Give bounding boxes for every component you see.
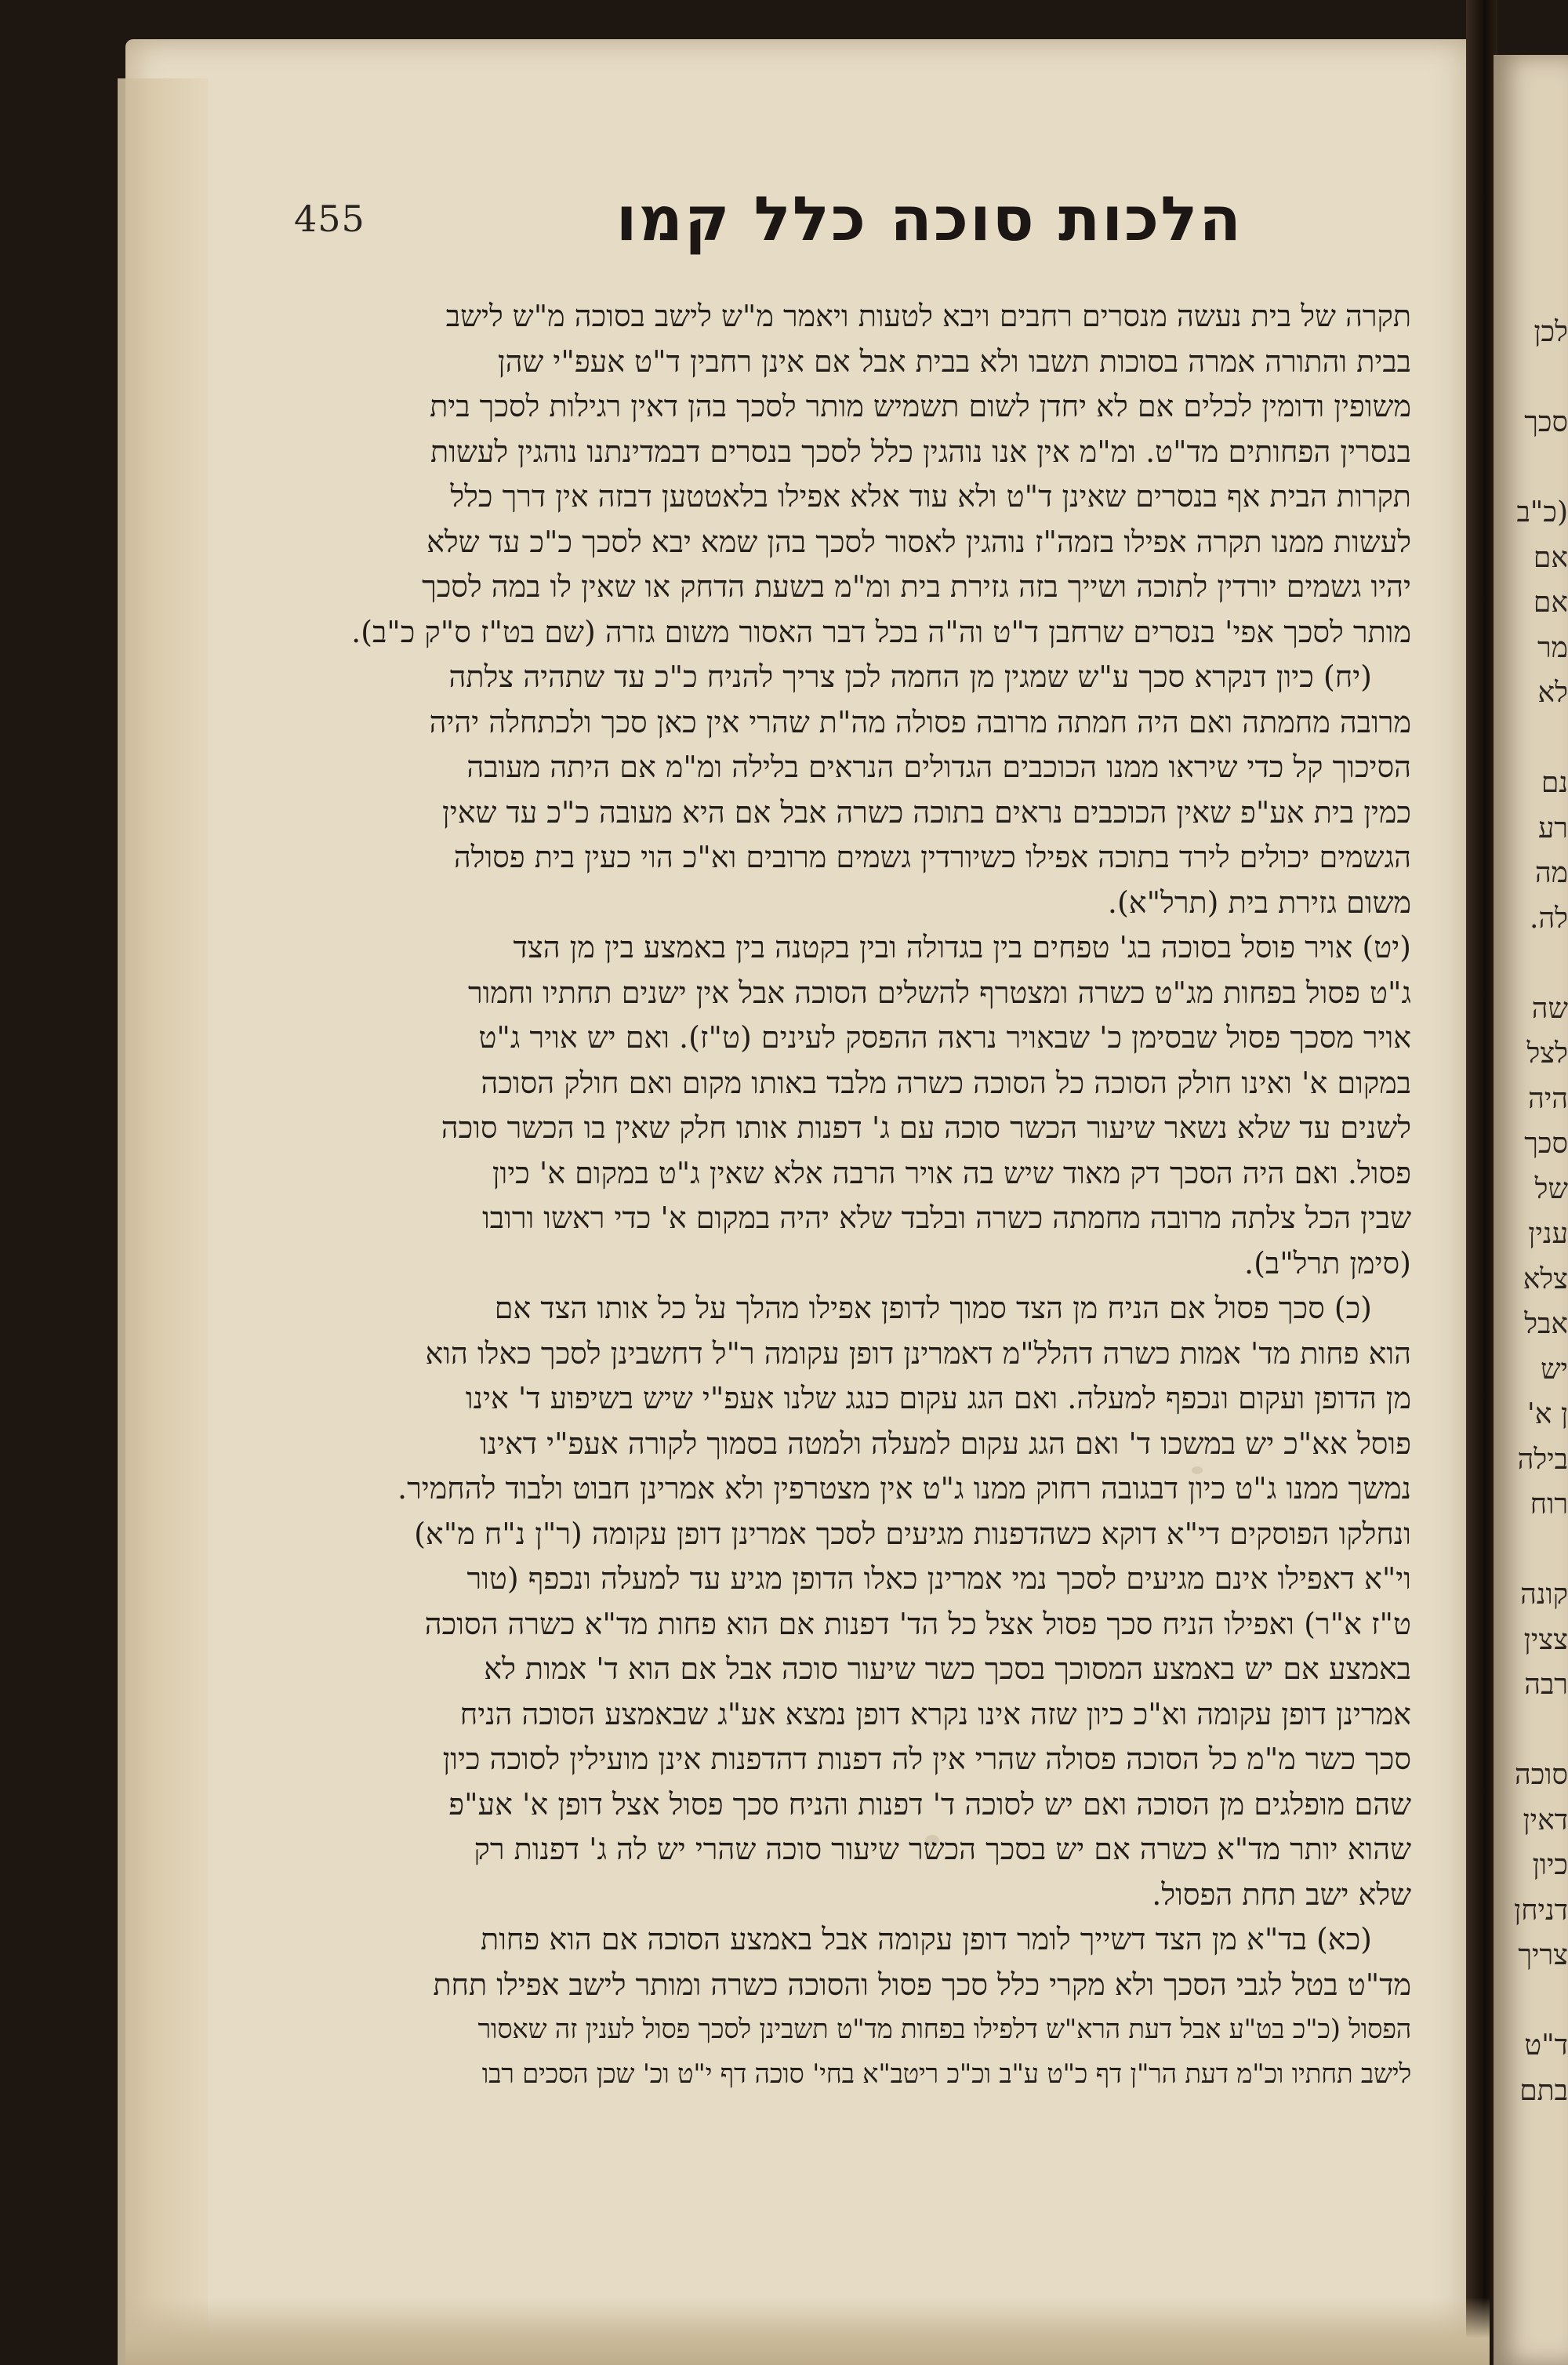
fragment-line <box>1505 1528 1568 1573</box>
text-line: במקום א' ואינו חולק הסוכה כל הסוכה כשרה מלבד באותו מקום ואם חולק הסוכה <box>481 1065 1411 1100</box>
text-line: משום גזירת בית (תרל"א). <box>1107 885 1411 920</box>
text-line: בבית והתורה אמרה בסוכות תשבו ולא בבית אבל אם אינן רחבין ד"ט אעפ"י שהן <box>497 343 1411 379</box>
fragment-line: לצל <box>1526 1037 1568 1070</box>
text-line: ג"ט פסול בפחות מג"ט כשרה ומצטרף להשלים הסוכה אבל אין ישנים תחתיו וחמור <box>467 975 1411 1010</box>
fragment-line: ן א' <box>1526 1398 1568 1430</box>
fragment-line: לא <box>1537 677 1568 709</box>
fragment-line: רוח <box>1530 1488 1568 1520</box>
fragment-line: סכך <box>1524 406 1568 438</box>
text-line: שלא ישב תחת הפסול. <box>1152 1876 1411 1912</box>
fragment-line: לה. <box>1530 902 1568 935</box>
page-number: 455 <box>294 198 365 240</box>
text-line: שבין הכל צלתה מרובה מחמתה כשרה ובלבד שלא יהיה במקום א' כדי ראשו ורובו <box>482 1201 1411 1235</box>
text-line: באמצע אם יש באמצע המסוכך בסכך כשר שיעור סוכה אבל אם הוא ד' אמות לא <box>484 1651 1411 1686</box>
text-line: פסול. ואם היה הסכך דק מאוד שיש בה אויר הרבה אלא שאין ג"ט במקום א' כיון <box>492 1155 1411 1190</box>
fragment-line <box>1505 1708 1568 1753</box>
fragment-line: כיון <box>1532 1849 1568 1881</box>
text-line: יהיו גשמים יורדין לתוכה ושייך בזה גזירת בית ומ"מ בשעת הדחק או שאין לו במה לסכך <box>422 569 1411 604</box>
text-line: שהם מופלגים מן הסוכה ואם יש לסוכה ד' דפנות והניח סכך פסול אצל דופן א' אע"פ <box>448 1786 1411 1822</box>
text-line: מרובה מחמתה ואם היה חמתה מרובה פסולה מה"ת שהרי אין כאן סכך ולכתחלה יהיה <box>429 704 1411 739</box>
fragment-line: אם <box>1533 541 1568 574</box>
text-line: מן הדופן ועקום ונכפף למעלה. ואם הגג עקום כנגג שלנו אעפ"י שיש בשיפוע ד' אינו <box>465 1381 1411 1415</box>
text-line: אויר מסכך פסול שבסימן כ' שבאויר נראה ההפסק לעינים (ט"ז). ואם יש אויר ג"ט <box>478 1020 1411 1055</box>
footnote-line: הפסול (כ"כ בט"ע אבל דעת הרא"ש דלפילו בפחות מד"ט תשבינן לסכך פסול לענין זה שאסור <box>477 2014 1411 2045</box>
fragment-line: רע <box>1537 812 1568 845</box>
fragment-line <box>1505 1978 1568 2024</box>
fragment-line: סוכה <box>1515 1759 1568 1791</box>
text-line: (סימן תרל"ב). <box>1243 1245 1411 1281</box>
fragment-line: ד"ט <box>1524 2029 1568 2062</box>
text-line: כמין בית אע"פ שאין הכוכבים נראים בתוכה כשרה אבל אם היא מעובה כ"כ עד שאין <box>442 794 1411 830</box>
page-stack-edge <box>118 78 208 2365</box>
next-page-text <box>1505 310 1568 2113</box>
text-line: ונחלקו הפוסקים די"א דוקא כשהדפנות מגיעים לסכך אמרינן דופן עקומה (ר"ן נ"ח מ"א) <box>414 1516 1411 1551</box>
fragment-line <box>1505 716 1568 761</box>
text-line: תקרה של בית נעשה מנסרים רחבים ויבא לטעות ויאמר מ"ש לישב בסוכה מ"ש לישב <box>445 299 1411 333</box>
fragment-line <box>1505 355 1568 401</box>
fragment-line: אבל <box>1524 1308 1568 1340</box>
text-line: תקרות הבית אף בנסרים שאינן ד"ט ולא עוד אלא אפילו בלאטטען דבזה אין דרך כלל <box>450 479 1411 514</box>
page-bottom-edge <box>125 2298 1490 2365</box>
text-line: סכך כשר מ"מ כל הסוכה פסולה שהרי אין לה דפנות דהדפנות אינן מועילין לסוכה כיון <box>442 1742 1411 1776</box>
fragment-line: קונה <box>1520 1578 1568 1611</box>
fragment-line: בילה <box>1517 1443 1568 1476</box>
fragment-line: צריך <box>1518 1939 1568 1971</box>
text-line: משופין ודומין לכלים אם לא יחדן לשום תשמיש מותר לסכך בהן דאין רגילות לסכך בית <box>430 389 1411 423</box>
fragment-line: של <box>1534 1172 1568 1205</box>
text-line: ט"ז א"ר) ואפילו הניח סכך פסול אצל כל הד' דפנות אם הוא פחות מד"א כשרה הסוכה <box>424 1606 1411 1641</box>
fragment-line: היה <box>1528 1082 1568 1115</box>
text-line: פוסל אא"כ יש במשכו ד' ואם הגג עקום למעלה ולמטה בסמוך לקורה אעפ"י דאינו <box>479 1426 1411 1461</box>
text-line: אמרינן דופן עקומה וא"כ כיון שזה אינו נקרא דופן נמצא אע"ג שבאמצע הסוכה הניח <box>459 1696 1411 1731</box>
text-line: הסיכוך קל כדי שיראו ממנו הכוכבים הגדולים הנראים בלילה ומ"מ אם היתה מעובה <box>466 750 1411 784</box>
fragment-line: צלא <box>1523 1262 1568 1295</box>
fragment-line <box>1505 445 1568 491</box>
fragment-line: מה <box>1534 857 1568 889</box>
paragraph-start-21: (כא) בד"א מן הצד דשייך לומר דופן עקומה אבל באמצע הסוכה אם הוא פחות <box>481 1922 1372 1956</box>
main-text <box>282 294 1411 2097</box>
fragment-line: סכך <box>1524 1128 1568 1160</box>
text-line: וי"א דאפילו אינם מגיעים לסכך נמי אמרינן כאלו הדופן מגיע עד למעלה ונכפף (טור <box>466 1561 1411 1596</box>
fragment-line: צצין <box>1523 1623 1568 1656</box>
paragraph-start-18: (יח) כיון דנקרא סכך ע"ש שמגין מן החמה לכן צריך להניח כ"כ עד שתהיה צלתה <box>448 659 1372 694</box>
text-line: מותר לסכך אפי' בנסרים שרחבן ד"ט וה"ה בכל דבר האסור משום גזרה (שם בט"ז ס"ק כ"ב). <box>351 614 1411 649</box>
fragment-line: דאין <box>1523 1804 1568 1836</box>
fragment-line: נם <box>1541 767 1568 799</box>
paragraph-start-20: (כ) סכך פסול אם הניח מן הצד סמוך לדופן אפילו מהלך על כל אותו הצד אם <box>494 1291 1372 1325</box>
paragraph-start-19: (יט) אויר פוסל בסוכה בג' טפחים בין בגדולה ובין בקטנה בין באמצע בין מן הצד <box>513 930 1411 965</box>
book-gutter <box>1466 0 1497 2365</box>
text-line: לשנים עד שלא נשאר שיעור הכשר סוכה עם ג' דפנות אותו חלק שאין בו הכשר סוכה <box>441 1110 1411 1145</box>
text-line: הוא פחות מד' אמות כשרה דהלל"מ דאמרינן דופן עקומה ר"ל דחשבינן לסכך כאלו הוא <box>425 1335 1411 1371</box>
fragment-line: מר <box>1537 631 1568 664</box>
fragment-line: רבה <box>1524 1669 1568 1701</box>
fragment-line: יש <box>1541 1353 1568 1386</box>
fragment-line: לכן <box>1534 316 1568 348</box>
fragment-line: אם <box>1533 587 1568 619</box>
text-line: שהוא יותר מד"א כשרה אם יש בסכך הכשר שיעור סוכה שהרי יש לה ג' דפנות רק <box>474 1832 1411 1866</box>
text-line: לעשות ממנו תקרה אפילו בזמה"ז נוהגין לאסור לסכך בהן שמא יבא לסכך כ"כ עד שלא <box>426 524 1411 559</box>
fragment-line: דניחן <box>1514 1894 1568 1927</box>
fragment-line: שה <box>1531 992 1568 1025</box>
text-line: הגשמים יכולים לירד בתוכה אפילו כשיורדין גשמים מרובים וא"כ הוי כעין בית פסולה <box>453 840 1411 874</box>
fragment-line <box>1505 941 1568 986</box>
text-line: בנסרין הפחותים מד"ט. ומ"מ אין אנו נוהגין כלל לסכך בנסרים דבמדינתנו נוהגין לעשות <box>430 434 1411 469</box>
text-line: נמשך ממנו ג"ט כיון דבגובה רחוק ממנו ג"ט אין מצטרפין ולא אמרינן חבוט ולבוד להחמיר. <box>397 1471 1411 1506</box>
fragment-line: ענין <box>1528 1218 1568 1250</box>
footnote-line: לישב תחתיו וכ"מ דעת הר"ן דף כ"ט ע"ב וכ"כ ריטב"א בחי' סוכה דף י"ט וכ' שכן הסכים רבו <box>481 2058 1411 2090</box>
text-line: מד"ט בטל לגבי הסכך ולא מקרי כלל סכך פסול והסוכה כשרה ומותר לישב אפילו תחת <box>433 1967 1411 2002</box>
fragment-line: (כ"ב <box>1516 496 1568 529</box>
running-header <box>267 180 1435 274</box>
page-title: הלכות סוכה כלל קמו <box>615 184 1243 255</box>
fragment-line: בתם <box>1519 2074 1568 2107</box>
